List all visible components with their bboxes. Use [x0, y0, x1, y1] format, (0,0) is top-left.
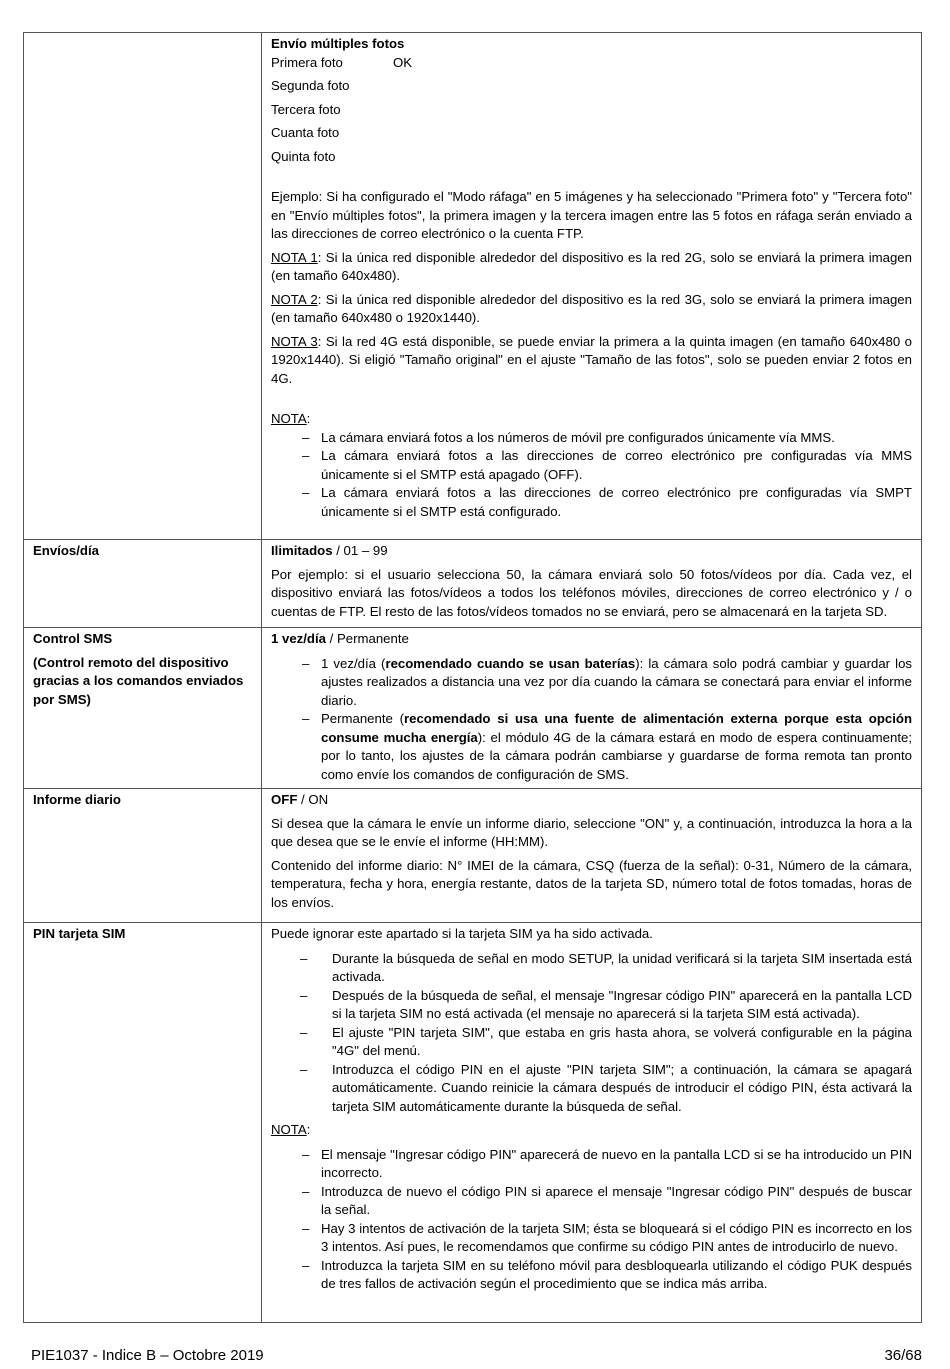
- note-1: NOTA 1: Si la única red disponible alrededor del dispositivo es la red 2G, solo se enviará la primera imagen (en tamaño 640x480).: [271, 249, 912, 283]
- example-paragraph: Ejemplo: Si ha configurado el "Modo ráfaga" en 5 imágenes y ha seleccionado "Primera foto" y "Tercera foto" en "Envío múltiples fotos", la primera imagen y la tercera imagen entre las 5 fotos en ráfaga serán enviado a las direcciones de correo electrónico o la cuenta FTP.: [271, 189, 912, 241]
- pin-intro: Puede ignorar este apartado si la tarjeta SIM ya ha sido activada.: [271, 926, 653, 941]
- list-item: – La cámara enviará fotos a los números de móvil pre configurados únicamente vía MMS.: [302, 429, 835, 445]
- sms-bullet-list: [271, 655, 912, 785]
- row-content-envios: [262, 540, 922, 628]
- list-item: – La cámara enviará fotos a las direcciones de correo electrónico pre configuradas vía MMS únicamente si el SMTP está apagado (OFF).: [302, 448, 912, 482]
- pin-bullet-list: [271, 950, 912, 1117]
- photo-option: Primera foto OK: [271, 54, 413, 70]
- list-item: – Introduzca el código PIN en el ajuste "PIN tarjeta SIM"; a continuación, la cámara se apagará automáticamente. Cuando reinicie la cámara después de introducir el código PIN, ésta activará la tarjeta SIM automáticamente durante la búsqueda de señal.: [300, 1061, 912, 1114]
- footer-document-ref: PIE1037 - Indice B – Octobre 2019: [31, 1347, 264, 1364]
- note-3: NOTA 3: Si la red 4G está disponible, se puede enviar la primera a la quinta imagen (en tamaño 640x480 o 1920x1440). Si eligió "Tamaño original" en el ajuste "Tamaño de las fotos", solo se pueden enviar 2 fotos en 4G.: [271, 333, 912, 386]
- list-item: – Hay 3 intentos de activación de la tarjeta SIM; ésta se bloqueará si el código PIN es incorrecto en los 3 intentos. Así pues, le recomendamos que confirme su código PIN antes de introducirlo de nuevo.: [302, 1220, 912, 1254]
- envios-options: Ilimitados / 01 – 99: [271, 543, 388, 558]
- table-row: [24, 540, 922, 628]
- row-label-informe: Informe diario: [24, 789, 262, 923]
- photo-option-list: [271, 54, 912, 167]
- settings-table: [23, 32, 922, 1323]
- mms-bullet-list: [271, 429, 912, 522]
- row-label-pin: PIN tarjeta SIM: [24, 923, 262, 1323]
- list-item: – 1 vez/día (recomendado cuando se usan baterías): la cámara solo podrá cambiar y guardar los ajustes realizados a distancia una vez por día cuando la cámara se conectará para enviar el informe diario.: [302, 655, 912, 708]
- multi-photos-title: Envío múltiples fotos: [271, 36, 405, 51]
- pin-nota-heading: NOTA:: [271, 1122, 311, 1137]
- list-item: – Introduzca la tarjeta SIM en su teléfono móvil para desbloquearla utilizando el código PUK después de tres fallos de activación según el procedimiento que se indica más arriba.: [302, 1257, 912, 1291]
- list-item: – Permanente (recomendado si usa una fuente de alimentación externa porque esta opción consume mucha energía): el módulo 4G de la cámara estará en modo de espera continuamente; por lo tanto, los ajustes de la cámara podrán cambiarse y guardarse de forma remota tan pronto como envíe los comandos de configuración de SMS.: [302, 711, 912, 782]
- list-item: – La cámara enviará fotos a las direcciones de correo electrónico pre configuradas vía SMPT únicamente si el SMTP está configurado.: [302, 485, 912, 519]
- list-item: – El ajuste "PIN tarjeta SIM", que estaba en gris hasta ahora, se volverá configurable en la página "4G" del menú.: [300, 1024, 912, 1058]
- photo-option: Quinta foto: [271, 148, 336, 164]
- sms-options: 1 vez/día / Permanente: [271, 631, 409, 646]
- page-number: 36/68: [884, 1347, 922, 1364]
- informe-paragraph-1: Si desea que la cámara le envíe un informe diario, seleccione "ON" y, a continuación, introduzca la hora a la que desea que se le envíe el informe (HH:MM).: [271, 815, 912, 849]
- list-item: – Después de la búsqueda de señal, el mensaje "Ingresar código PIN" aparecerá en la pantalla LCD si la tarjeta SIM no está activada (el mensaje no aparecerá si la tarjeta SIM está activada).: [300, 987, 912, 1021]
- row-label-empty: [24, 33, 262, 540]
- photo-option: Tercera foto: [271, 101, 341, 117]
- row-content-pin: [262, 923, 922, 1323]
- table-row: [24, 789, 922, 923]
- list-item: – Introduzca de nuevo el código PIN si aparece el mensaje "Ingresar código PIN" después de buscar la señal.: [302, 1183, 912, 1217]
- row-label-sms: Control SMS (Control remoto del dispositivo gracias a los comandos enviados por SMS): [24, 628, 262, 789]
- nota-heading: NOTA:: [271, 411, 311, 426]
- informe-paragraph-2: Contenido del informe diario: N° IMEI de la cámara, CSQ (fuerza de la señal): 0-31, Número de la cámara, temperatura, fecha y hora, energía restante, datos de la tarjeta SD, número total de fotos tomadas, horas de los envíos.: [271, 857, 912, 910]
- row-content-informe: [262, 789, 922, 923]
- table-row: [24, 628, 922, 789]
- list-item: – El mensaje "Ingresar código PIN" aparecerá de nuevo en la pantalla LCD si se ha introducido un PIN incorrecto.: [302, 1146, 912, 1180]
- photo-option: Cuanta foto: [271, 125, 340, 140]
- row-content-multi-photos: [262, 33, 922, 540]
- photo-option: Segunda foto: [271, 78, 350, 93]
- envios-description: Por ejemplo: si el usuario selecciona 50, la cámara enviará solo 50 fotos/vídeos por día. Cada vez, el dispositivo enviará las fotos/vídeos a todos los teléfonos móviles, direcciones de correo electrónico y / o cuentas de FTP. El resto de las fotos/vídeos tomados no se enviará, pero se almacenará en la tarjeta SD.: [271, 566, 912, 619]
- row-content-sms: [262, 628, 922, 789]
- table-row: [24, 923, 922, 1323]
- note-2: NOTA 2: Si la única red disponible alrededor del dispositivo es la red 3G, solo se enviará la primera imagen (en tamaño 640x480 o 1920x1440).: [271, 291, 912, 325]
- sms-sublabel: (Control remoto del dispositivo gracias a los comandos enviados por SMS): [33, 654, 244, 707]
- row-label-envios: Envíos/día: [24, 540, 262, 628]
- table-row: [24, 33, 922, 540]
- page-footer: [31, 1347, 922, 1364]
- list-item: – Durante la búsqueda de señal en modo SETUP, la unidad verificará si la tarjeta SIM insertada está activada.: [300, 950, 912, 984]
- pin-nota-list: [271, 1146, 912, 1294]
- informe-options: OFF / ON: [271, 792, 329, 807]
